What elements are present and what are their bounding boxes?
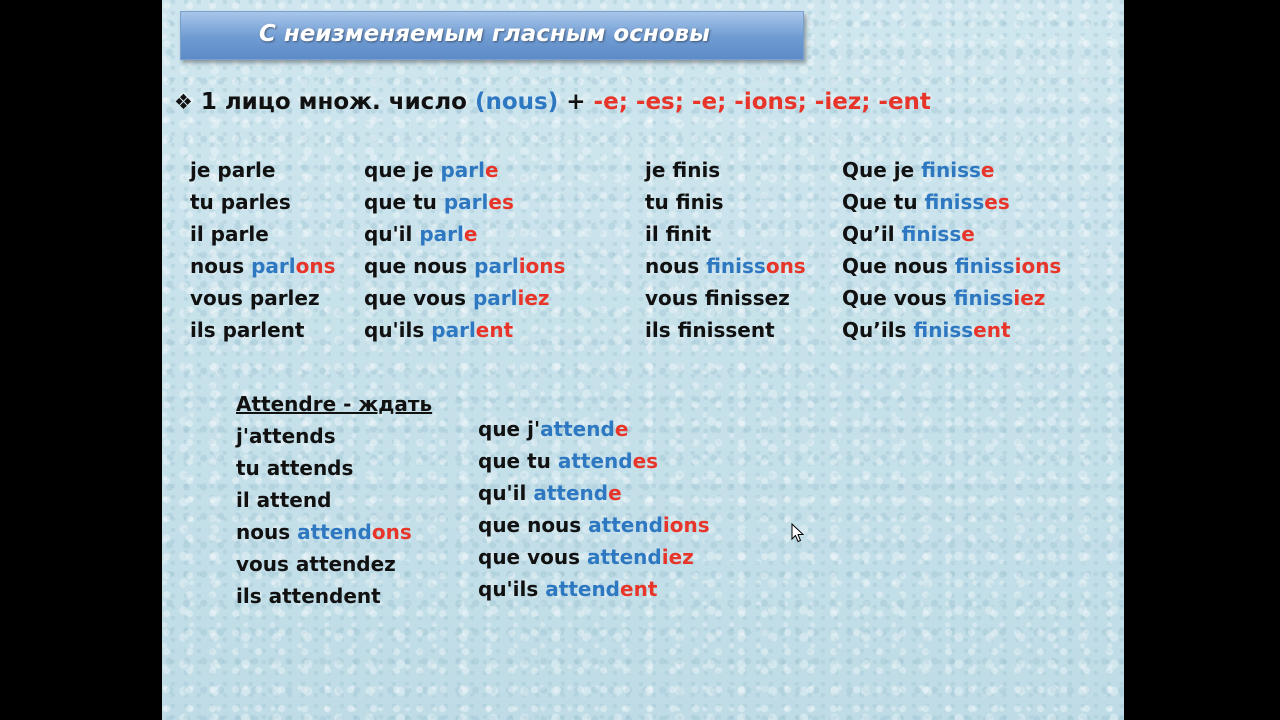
slide-title: С неизменяемым гласным основы — [259, 21, 710, 47]
row-text: ils finissent — [645, 318, 775, 342]
row-text: Que tu — [842, 190, 925, 214]
row-text: vous finissez — [645, 286, 790, 310]
attendre-indicatif-column — [236, 388, 432, 612]
verb-stem: attend — [297, 520, 372, 544]
conjugation-row — [236, 484, 432, 516]
row-text: vous attendez — [236, 552, 396, 576]
mouse-pointer-icon — [791, 523, 805, 543]
row-text: il finit — [645, 222, 712, 246]
finir-subjonctif-column — [842, 154, 1061, 346]
verb-ending: es — [984, 190, 1010, 214]
verb-stem: finiss — [913, 318, 974, 342]
conjugation-row — [842, 314, 1061, 346]
row-text: je finis — [645, 158, 721, 182]
conjugation-row — [236, 548, 432, 580]
rule-nous: (nous) — [474, 89, 559, 115]
parler-subjonctif-column — [364, 154, 565, 346]
row-text: vous parlez — [190, 286, 320, 310]
conjugation-row — [190, 282, 336, 314]
verb-stem: attend — [540, 417, 615, 441]
conjugation-row — [190, 314, 336, 346]
conjugation-row — [190, 186, 336, 218]
conjugation-row — [236, 516, 432, 548]
conjugation-row — [645, 250, 806, 282]
conjugation-row — [236, 580, 432, 612]
row-text: qu'ils — [478, 577, 546, 601]
conjugation-row — [190, 154, 336, 186]
conjugation-row — [478, 413, 710, 445]
title-banner — [180, 11, 804, 60]
row-text: que j' — [478, 417, 541, 441]
row-text: il parle — [190, 222, 269, 246]
verb-ending: ent — [620, 577, 658, 601]
conjugation-row — [364, 250, 565, 282]
verb-ending: ions — [518, 254, 566, 278]
row-text: que vous — [364, 286, 473, 310]
verb-stem: parl — [431, 318, 476, 342]
verb-stem: finiss — [954, 254, 1015, 278]
verb-stem: finiss — [901, 222, 962, 246]
conjugation-row — [478, 541, 710, 573]
row-text: Qu’ils — [842, 318, 914, 342]
verb-ending: es — [632, 449, 659, 473]
conjugation-row — [842, 154, 1061, 186]
verb-ending: e — [608, 481, 622, 505]
row-text: ils parlent — [190, 318, 305, 342]
row-text: j'attends — [236, 424, 336, 448]
conjugation-row — [478, 573, 710, 605]
conjugation-row — [364, 314, 565, 346]
row-text: ils attendent — [236, 584, 381, 608]
row-text: que nous — [364, 254, 475, 278]
verb-ending: ions — [1014, 254, 1062, 278]
row-text: qu'il — [364, 222, 420, 246]
verb-stem: attend — [588, 513, 663, 537]
verb-stem: attend — [557, 449, 633, 473]
verb-ending: iez — [517, 286, 550, 310]
rule-prefix: 1 лицо множ. число — [200, 89, 475, 115]
row-text: il attend — [236, 488, 332, 512]
verb-stem: parl — [472, 286, 518, 310]
conjugation-row — [190, 218, 336, 250]
conjugation-row — [478, 445, 710, 477]
verb-stem: finiss — [953, 286, 1014, 310]
verb-ending: e — [961, 222, 975, 246]
conjugation-row — [645, 218, 806, 250]
conjugation-row — [364, 218, 565, 250]
verb-stem: parl — [251, 254, 296, 278]
verb-ending: ent — [475, 318, 514, 342]
bullet-icon: ❖ — [174, 90, 193, 114]
verb-ending: ions — [662, 513, 710, 537]
row-text: que tu — [364, 190, 444, 214]
row-text: nous — [236, 520, 298, 544]
conjugation-row — [478, 477, 710, 509]
row-text: nous — [645, 254, 707, 278]
finir-indicatif-column — [645, 154, 806, 346]
conjugation-row — [364, 282, 565, 314]
row-text: que vous — [478, 545, 587, 569]
conjugation-row — [236, 452, 432, 484]
conjugation-row — [645, 186, 806, 218]
verb-ending: ent — [973, 318, 1011, 342]
row-text: tu finis — [645, 190, 724, 214]
row-text: Que vous — [842, 286, 954, 310]
row-text: nous — [190, 254, 252, 278]
row-text: Qu’il — [842, 222, 902, 246]
verb-stem: parl — [440, 158, 485, 182]
row-text: je parle — [190, 158, 276, 182]
row-text: Que je — [842, 158, 922, 182]
conjugation-row — [478, 509, 710, 541]
verb-stem: attend — [545, 577, 621, 601]
verb-ending: iez — [1013, 286, 1046, 310]
row-text: que je — [364, 158, 441, 182]
verb-stem: parl — [474, 254, 519, 278]
verb-ending: ons — [295, 254, 336, 278]
rule-plus: + — [558, 89, 594, 115]
row-text: qu'il — [478, 481, 534, 505]
conjugation-row — [645, 282, 806, 314]
row-text: tu parles — [190, 190, 291, 214]
attendre-subjonctif-column — [478, 413, 710, 605]
verb-stem: attend — [586, 545, 662, 569]
conjugation-row — [645, 314, 806, 346]
conjugation-row — [842, 282, 1061, 314]
conjugation-row — [190, 250, 336, 282]
verb-stem: attend — [533, 481, 609, 505]
verb-stem: finiss — [924, 190, 985, 214]
row-text: que tu — [478, 449, 558, 473]
row-text: qu'ils — [364, 318, 432, 342]
conjugation-row — [364, 154, 565, 186]
verb-ending: e — [463, 222, 478, 246]
row-text: Que nous — [842, 254, 955, 278]
attendre-heading: Attendre - ждать — [236, 392, 433, 416]
verb-stem: finiss — [921, 158, 981, 182]
verb-ending: e — [980, 158, 995, 182]
verb-stem: finiss — [706, 254, 766, 278]
verb-stem: parl — [419, 222, 464, 246]
verb-ending: e — [485, 158, 499, 182]
verb-ending: iez — [661, 545, 694, 569]
verb-ending: e — [614, 417, 629, 441]
verb-ending: ons — [371, 520, 412, 544]
conjugation-row — [842, 250, 1061, 282]
parler-indicatif-column — [190, 154, 336, 346]
verb-stem: parl — [443, 190, 489, 214]
conjugation-row — [842, 186, 1061, 218]
row-text: tu attends — [236, 456, 354, 480]
conjugation-row — [645, 154, 806, 186]
row-text: que nous — [478, 513, 589, 537]
verb-ending: ons — [765, 254, 806, 278]
slide — [162, 0, 1124, 720]
conjugation-row — [236, 420, 432, 452]
conjugation-row — [842, 218, 1061, 250]
verb-ending: es — [488, 190, 514, 214]
conjugation-row — [364, 186, 565, 218]
rule-endings: -e; -es; -e; -ions; -iez; -ent — [593, 89, 931, 115]
rule-line — [174, 89, 931, 115]
